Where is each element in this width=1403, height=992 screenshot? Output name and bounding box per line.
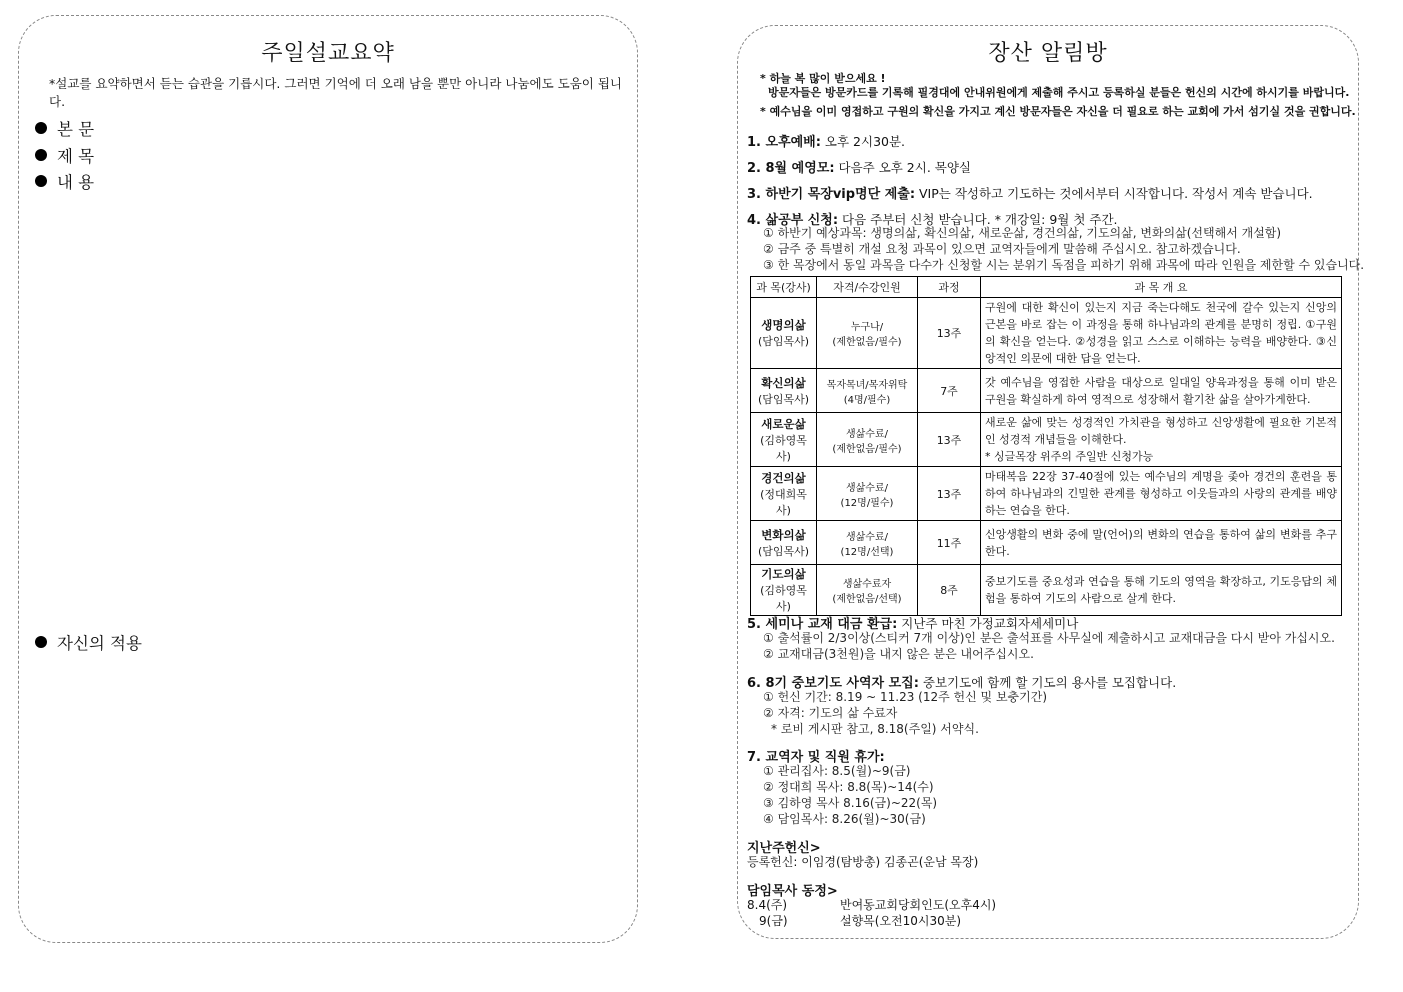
course-name: 변화의삶 bbox=[761, 527, 806, 542]
vacation-sub4: ④ 담임목사: 8.26(월)~30(금) bbox=[763, 812, 926, 826]
pastor-event-2: 설향목(오전10시30분) bbox=[840, 914, 962, 928]
course-desc: 구원에 대한 확신이 있는지 지금 죽는다해도 천국에 갈수 있는지 신앙의 근본을 바로 잡는 이 과정을 통해 하나님과의 관계를 분명히 정립. ①구원의 확신을 얻는다. ②성경을 읽고 스스로 이해하는 능력을 배양한다. ③신앙적인 의문에 대한 답을 얻는다. bbox=[981, 298, 1342, 369]
sermon-note: *설교를 요약하면서 듣는 습관을 기릅시다. 그러면 기억에 더 오래 남을 뿐만 아니라 나눔에도 도움이 됩니다. bbox=[49, 76, 623, 109]
course-desc: 새로운 삶에 맞는 성경적인 가치관을 형성하고 신앙생활에 필요한 기본적인 성경적 개념들을 이해한다. bbox=[985, 416, 1337, 446]
item-afternoon-worship bbox=[747, 131, 905, 150]
item-head: 1. 오후예배: bbox=[747, 135, 821, 150]
table-row bbox=[751, 467, 1342, 521]
offering-text: 등록헌신: 이임경(탐방총) 김종곤(운남 목장) bbox=[747, 855, 979, 869]
course-teacher: (김하영목사) bbox=[760, 584, 807, 613]
pastor-date-2: 9(금) bbox=[759, 914, 788, 928]
visitor-notice-serve: * 예수님을 이미 영접하고 구원의 확신을 가지고 계신 방문자들은 자신을 더 필요로 하는 교회에 가서 섬기실 것을 권합니다. bbox=[760, 105, 1356, 118]
bullet-scripture bbox=[35, 116, 94, 140]
table-row bbox=[751, 369, 1342, 413]
item-head: 지난주헌신> bbox=[747, 841, 821, 856]
table-row bbox=[751, 521, 1342, 565]
pastor-date-1: 8.4(주) bbox=[747, 898, 788, 912]
course-name: 확신의삶 bbox=[761, 375, 806, 390]
table-row bbox=[751, 413, 1342, 467]
item-text: 중보기도에 함께 할 기도의 용사를 모집합니다. bbox=[918, 675, 1177, 690]
course-qual: 생삶수료/ bbox=[845, 428, 888, 440]
course-teacher: (김하영목사) bbox=[760, 433, 807, 463]
course-desc: 중보기도를 중요성과 연습을 통해 기도의 영역을 확장하고, 기도응답의 체험을 통하여 기도의 사람으로 살게 한다. bbox=[981, 565, 1342, 616]
table-header: 과정 bbox=[918, 277, 981, 298]
intercessor-sub2: ② 자격: 기도의 삶 수료자 bbox=[763, 706, 898, 720]
course-table bbox=[750, 276, 1342, 616]
course-term: 13주 bbox=[918, 413, 981, 467]
life-study-sub2: ② 금주 중 특별히 개설 요청 과목이 있으면 교역자들에게 말씀해 주십시오. 참고하겠습니다. bbox=[763, 242, 1241, 256]
item-head: 3. 하반기 목장vip명단 제출: bbox=[747, 187, 916, 202]
table-row bbox=[751, 565, 1342, 616]
course-teacher: (담임목사) bbox=[757, 335, 810, 348]
table-row bbox=[751, 298, 1342, 369]
item-august-meeting bbox=[747, 157, 971, 176]
item-head: 5. 세미나 교재 대금 환급: bbox=[747, 617, 898, 632]
item-head: 7. 교역자 및 직원 휴가: bbox=[747, 750, 885, 765]
intercessor-sub3: * 로비 게시판 참고, 8.18(주일) 서약식. bbox=[771, 722, 979, 736]
course-capacity: (제한없음/필수) bbox=[832, 337, 902, 348]
course-qual: 목자목녀/목자위탁 bbox=[826, 379, 908, 391]
bullet-label: 본 문 bbox=[57, 120, 95, 139]
bullet-dot-icon bbox=[35, 175, 47, 187]
course-qual-cell bbox=[817, 369, 918, 413]
bullet-dot-icon bbox=[35, 636, 47, 648]
bullet-content bbox=[35, 169, 94, 193]
course-name: 기도의삶 bbox=[761, 567, 806, 581]
item-text: 다음주 오후 2시. 목양실 bbox=[834, 160, 972, 175]
course-qual: 생삶수료/ bbox=[845, 531, 888, 543]
course-desc-cell bbox=[981, 413, 1342, 467]
announcements-title: 장산 알림방 bbox=[988, 41, 1108, 66]
course-name-cell bbox=[751, 413, 817, 467]
course-name: 생명의삶 bbox=[761, 318, 806, 332]
announcements-panel bbox=[737, 25, 1365, 939]
course-qual-cell bbox=[817, 521, 918, 565]
course-name-cell bbox=[751, 298, 817, 369]
course-name-cell bbox=[751, 521, 817, 565]
course-capacity: (12명/필수) bbox=[840, 497, 894, 509]
course-name-cell bbox=[751, 369, 817, 413]
course-capacity: (12명/선택) bbox=[840, 546, 894, 558]
course-qual-cell bbox=[817, 413, 918, 467]
visitor-notice-card: 방문자들은 방문카드를 기록해 필경대에 안내위원에게 제출해 주시고 등록하실 분들은 헌신의 시간에 하시기를 바랍니다. bbox=[768, 86, 1350, 99]
bullet-application bbox=[35, 630, 142, 654]
course-term: 13주 bbox=[918, 298, 981, 369]
course-desc: 신앙생활의 변화 중에 말(언어)의 변화의 연습을 통하여 삶의 변화를 추구한다. bbox=[981, 521, 1342, 565]
course-teacher: (담임목사) bbox=[757, 392, 810, 406]
sermon-summary-title: 주일설교요약 bbox=[261, 41, 395, 66]
sermon-summary-panel bbox=[18, 15, 638, 943]
course-teacher: (정대희목사) bbox=[760, 487, 807, 517]
vacation-sub3: ③ 김하영 목사 8.16(금)~22(목) bbox=[763, 796, 938, 810]
bullet-dot-icon bbox=[35, 122, 47, 134]
course-name: 새로운삶 bbox=[761, 416, 806, 431]
item-vip-list bbox=[747, 183, 1313, 202]
bullet-label: 내 용 bbox=[57, 173, 95, 192]
life-study-sub1: ① 하반기 예상과목: 생명의삶, 확신의삶, 새로운삶, 경건의삶, 기도의삶, 변화의삶(선택해서 개설함) bbox=[763, 226, 1282, 240]
bullet-label: 제 목 bbox=[57, 147, 95, 166]
course-qual: 누구나/ bbox=[850, 322, 884, 333]
item-text: 다음 주부터 신청 받습니다. * 개강일: 9월 첫 주간. bbox=[838, 212, 1118, 227]
course-name-cell bbox=[751, 565, 817, 616]
course-desc-note: * 싱글목장 위주의 주일반 신청가능 bbox=[985, 450, 1154, 463]
course-capacity: (제한없음/필수) bbox=[832, 443, 902, 455]
item-text: 오후 2시30분. bbox=[820, 134, 906, 149]
course-qual-cell bbox=[817, 298, 918, 369]
item-text: 지난주 마친 가정교회자세세미나 bbox=[897, 616, 1079, 631]
table-header: 과 목 개 요 bbox=[981, 277, 1342, 298]
course-qual: 생삶수료/ bbox=[845, 482, 888, 494]
visitor-notice-greeting: * 하늘 복 많이 받으세요 ! bbox=[760, 72, 886, 85]
course-term: 13주 bbox=[918, 467, 981, 521]
life-study-sub3: ③ 한 목장에서 동일 과목을 다수가 신청할 시는 분위기 독점을 피하기 위해 과목에 따라 인원을 제한할 수 있습니다. bbox=[763, 258, 1365, 272]
pastor-event-1: 반여동교회당회인도(오후4시) bbox=[840, 898, 997, 912]
item-head: 6. 8기 중보기도 사역자 모집: bbox=[747, 676, 919, 691]
vacation-sub1: ① 관리집사: 8.5(월)~9(금) bbox=[763, 764, 911, 778]
bullet-dot-icon bbox=[35, 149, 47, 161]
bullet-title bbox=[35, 143, 94, 167]
item-head: 2. 8월 예영모: bbox=[747, 161, 835, 176]
seminar-sub1: ① 출석률이 2/3이상(스티커 7개 이상)인 분은 출석표를 사무실에 제출하시고 교재대금을 다시 받아 가십시오. bbox=[763, 631, 1335, 645]
course-desc: 갓 예수님을 영접한 사람을 대상으로 일대일 양육과정을 통해 이미 받은 구원을 확실하게 하여 영적으로 성장해서 활기찬 삶을 살아가게한다. bbox=[981, 369, 1342, 413]
course-qual: 생삶수료자 bbox=[842, 579, 892, 590]
intercessor-sub1: ① 헌신 기간: 8.19 ~ 11.23 (12주 헌신 및 보충기간) bbox=[763, 690, 1047, 704]
item-head: 4. 삶공부 신청: bbox=[747, 213, 839, 228]
bullet-label: 자신의 적용 bbox=[57, 634, 142, 653]
course-name: 경건의삶 bbox=[761, 470, 806, 485]
course-term: 11주 bbox=[918, 521, 981, 565]
course-qual-cell bbox=[817, 565, 918, 616]
course-teacher: (담임목사) bbox=[757, 544, 810, 558]
item-text: VIP는 작성하고 기도하는 것에서부터 시작합니다. 작성서 계속 받습니다. bbox=[915, 186, 1313, 201]
course-qual-cell bbox=[817, 467, 918, 521]
course-capacity: (제한없음/선택) bbox=[832, 594, 902, 605]
course-name-cell bbox=[751, 467, 817, 521]
item-head: 담임목사 동정> bbox=[747, 884, 838, 899]
table-header-row bbox=[751, 277, 1342, 298]
course-capacity: (4명/필수) bbox=[843, 394, 891, 406]
course-term: 7주 bbox=[918, 369, 981, 413]
course-desc: 마태복음 22장 37-40절에 있는 예수님의 계명을 좇아 경건의 훈련을 통하여 하나님과의 긴밀한 관계를 형성하고 이웃들과의 사랑의 관계를 배양하는 연습을 한다. bbox=[981, 467, 1342, 521]
table-header: 과 목(강사) bbox=[751, 277, 817, 298]
course-term: 8주 bbox=[918, 565, 981, 616]
seminar-sub2: ② 교재대금(3천원)을 내지 않은 분은 내어주십시오. bbox=[763, 647, 1034, 661]
table-header: 자격/수강인원 bbox=[817, 277, 918, 298]
vacation-sub2: ② 정대희 목사: 8.8(목)~14(수) bbox=[763, 780, 934, 794]
